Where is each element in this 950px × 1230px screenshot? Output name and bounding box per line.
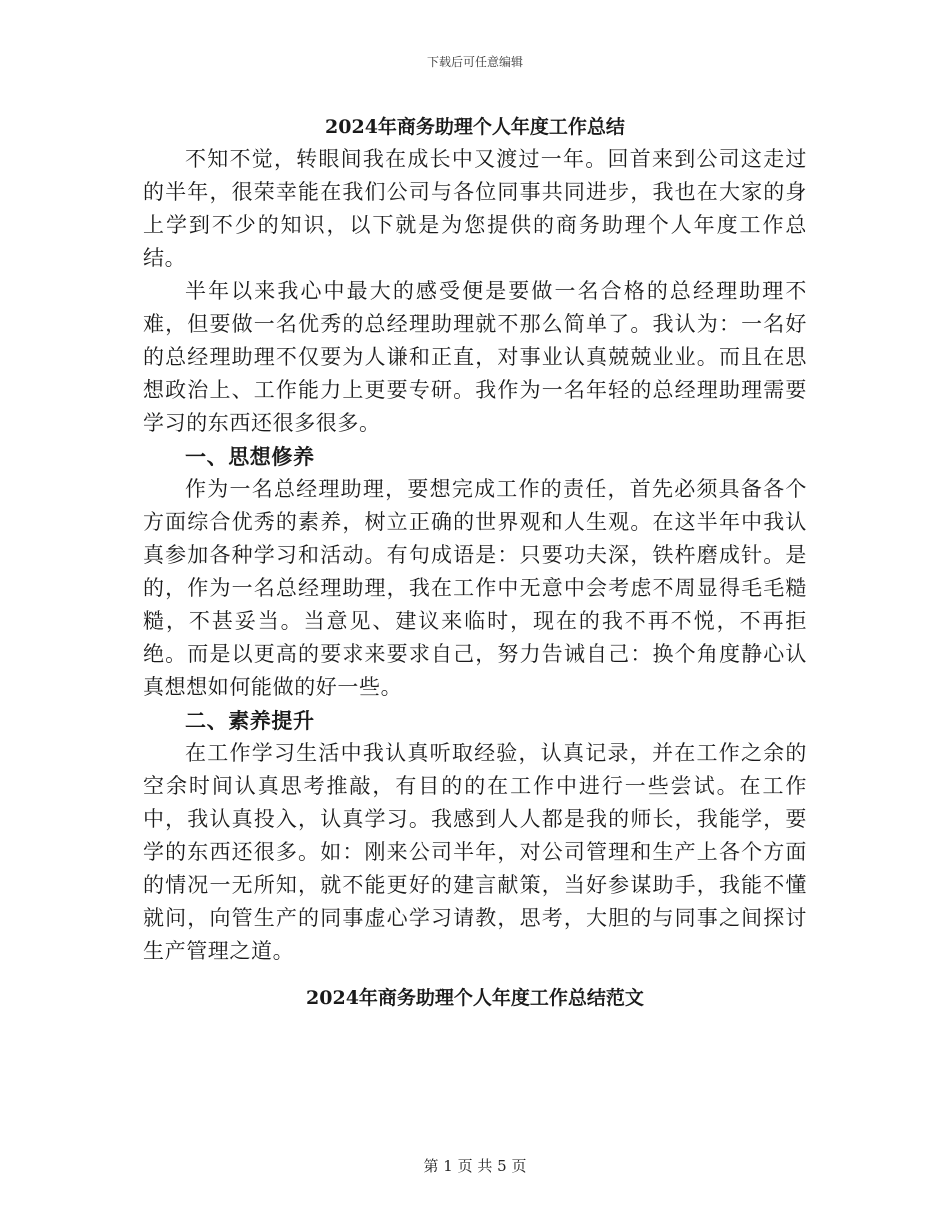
document-title: 2024年商务助理个人年度工作总结 bbox=[325, 116, 625, 138]
header-note: 下载后可任意编辑 bbox=[426, 55, 523, 69]
section-heading-thinking: 一、思想修养 bbox=[185, 444, 315, 469]
intro-paragraph-1: 不知不觉，转眼间我在成长中又渡过一年。回首来到公司这走过的半年，很荣幸能在我们公司与各位同事共同进步，我也在大家的身上学到不少的知识，以下就是为您提供的商务助理个人年度工作总结。 bbox=[143, 147, 807, 270]
section-heading-improvement: 二、素养提升 bbox=[185, 708, 315, 733]
document-body bbox=[143, 111, 807, 1014]
section-paragraph-thinking: 作为一名总经理助理，要想完成工作的责任，首先必须具备各个方面综合优秀的素养，树立正确的世界观和人生观。在这半年中我认真参加各种学习和活动。有句成语是：只要功夫深，铁杵磨成针。是的，作为一名总经理助理，我在工作中无意中会考虑不周显得毛毛糙糙，不甚妥当。当意见、建议来临时，现在的我不再不悦，不再拒绝。而是以更高的要求来要求自己，努力告诫自己：换个角度静心认真想想如何能做的好一些。 bbox=[143, 477, 807, 699]
section-paragraph-improvement: 在工作学习生活中我认真听取经验，认真记录，并在工作之余的空余时间认真思考推敲，有目的的在工作中进行一些尝试。在工作中，我认真投入，认真学习。我感到人人都是我的师长，我能学，要学的东西还很多。如：刚来公司半年，对公司管理和生产上各个方面的情况一无所知，就不能更好的建言献策，当好参谋助手，我能不懂就问，向管生产的同事虚心学习请教，思考，大胆的与同事之间探讨生产管理之道。 bbox=[143, 741, 807, 963]
next-document-title: 2024年商务助理个人年度工作总结范文 bbox=[306, 987, 644, 1009]
page-footer: 第 1 页 共 5 页 bbox=[423, 1157, 527, 1175]
intro-paragraph-2: 半年以来我心中最大的感受便是要做一名合格的总经理助理不难，但要做一名优秀的总经理助理就不那么简单了。我认为：一名好的总经理助理不仅要为人谦和正直，对事业认真兢兢业业。而且在思想政治上、工作能力上更要专研。我作为一名年轻的总经理助理需要学习的东西还很多很多。 bbox=[143, 279, 807, 435]
